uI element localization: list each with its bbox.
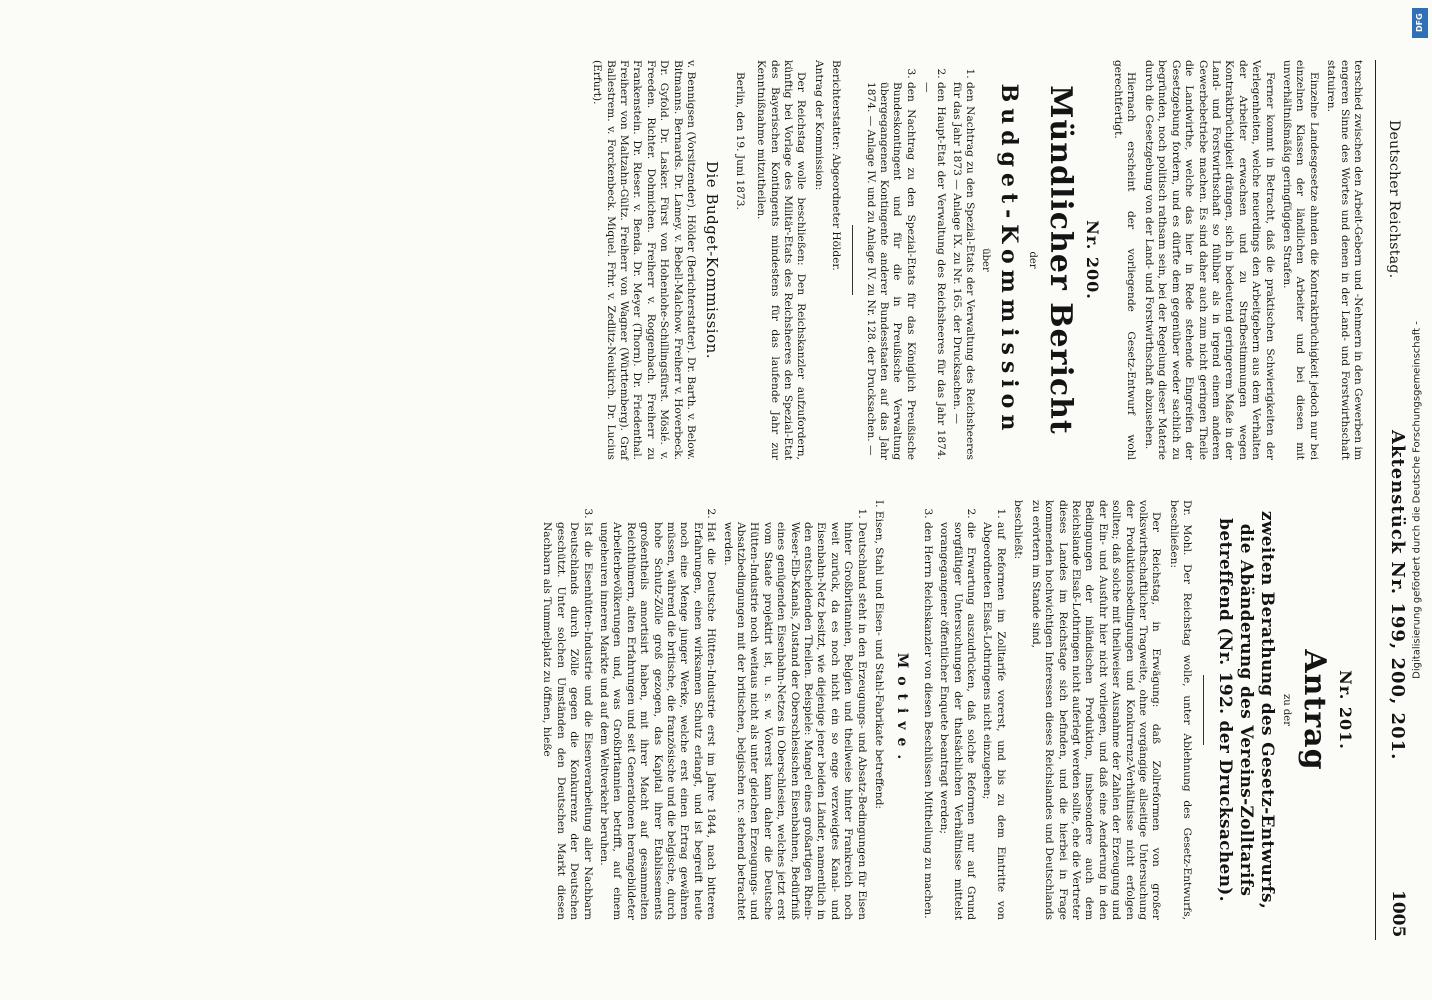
motion-subject: zweiten Berathung des Gesetz-Entwurfs, die Abänderung des Vereins-Zolltarifs betreffend (Nr. 192. der Drucksachen). (1215, 510, 1278, 910)
connector-text: der (1027, 251, 1039, 269)
list-item: 1. den Nachtrag zu den Spezial-Etats der Verwaltung des Reichsheeres für das Jahr 1873 — Anlage IX. zu Nr. 165. der Drucksachen. — (950, 82, 977, 460)
commission-name: Budget-Kommission (995, 83, 1022, 437)
digitization-text: Digitalisierung gefördert durch die Deutsche Forschungsgemeinschaft - (1411, 321, 1423, 679)
section-heading: Motive. (894, 652, 911, 768)
mover-text: Der Reichstag, in Erwägung: daß Zollreformen von großer volkswirthschaftlicher Tragweite, ohne vorgängige allseitige Untersuchung der Produktionsbedingungen und Konkurrenz-Verhältnisse nicht erfolgen sollten; daß solche mit theilweiser Ausnahme der Zahlen der Erzeugung und der Ein- und Ausfuhr hier nicht vorliegen, und daß eine Aenderung in den Bedingungen der inländischen Produktion, insbesondere auch dem Reichslande Elsaß-Lothringen nicht auferlegt werden sollte, ehe die Vertreter dieses Landes im Reichstage sich befinden, und die hierbei in Frage kommenden hochwichtigen Interessen dieses Reichslandes und Deutschlands zu erörtern im Stande sind, (1029, 500, 1163, 920)
running-header-center: Aktenstück Nr. 199, 200, 201. (1387, 430, 1408, 761)
list-item: 2. den Haupt-Etat der Verwaltung des Reichsheeres für das Jahr 1874. — (920, 82, 947, 460)
commission-signature-title: Die Budget-Kommission. (703, 160, 722, 360)
section-title: I. Eisen, Stahl und Eisen- und Stahl-Fabrikate betreffend: (873, 500, 886, 809)
resolution-items (920, 500, 1006, 920)
running-header-left: Deutscher Reichstag. (1386, 120, 1402, 279)
report-items (863, 60, 976, 460)
paragraph: Ferner kommt in Betracht, daß die praktischen Schwierigkeiten der Verlegenheiten, welche neuerdings den Arbeitgebern aus dem Verhalten der Arbeiter erwachsen und zu Strafbestimmungen wegen Kontraktbrüchigkeit drängen, sich in bedeutend geringerem Maße in der Land- und Forstwirthschaft so fühlbar als in irgend einem anderen Gewerbebetriebe machen. Es sind daher auch zum nicht geringen Theile die Landwirthe, welche das hier in Rede stehende Eingreifen der Gesetzgebung fordern, und es dürfte dem gegenüber weder sachlich zu begründen, noch politisch rathsam sein, bei der Regelung dieser Materie durch die Gesetzgebung von der Land- und Forstwirthschaft abzusehen. (1142, 60, 1276, 460)
paragraph: Einzelne Landesgesetze ahnden die Kontraktbrüchigkeit jedoch nur bei einzelnen Klassen der ländlichen Arbeiter und bei diesen mit unverhältnißmäßig geringfügigen Strafen. (1280, 60, 1320, 460)
list-item: 1. Deutschland steht in den Erzeugungs- und Absatz-Bedingungen für Eisen hinter Großbritannien, Belgien und theilweise hinter Frankreich noch weit zurück, da es noch nicht ein so enge verzweigtes Kanal- und Eisenbahn-Netz besitzt, wie diejenige jener beiden Länder, namentlich in den entscheidenden Theilen. Beispiele: Mangel eines großartigen Rhein-Weser-Elb-Kanals, Zustand der Oberschlesischen Eisenbahnen, Bedürfniß eines genügenden Eisenbahn-Netzes in Oberschlesien, welches jetzt erst vom Staate projektirt ist, u. s. w. Vorerst kann daher die Deutsche Hütten-Industrie noch weitaus nicht als unter gleichen Erzeugungs- und Absatzbedingungen mit der britischen, belgischen rc. stehend betrachtet werden. (720, 522, 867, 920)
connector-text: über (979, 248, 991, 272)
divider (852, 225, 853, 295)
list-item: 1. auf Reformen im Zolltarife vorerst, und bis zu dem Eintritte von Abgeordneten Elsaß-Lothringens nicht einzugehen; (980, 522, 1007, 920)
document-title: Mündlicher Bericht (1043, 85, 1079, 435)
continuation-paragraph: terschied zwischen den Arbeit-Gebern und -Nehmern in den Gewerben im engeren Sinne des Wortes und denen in der Land- und Forstwirthschaft statuiren. (1325, 60, 1364, 460)
document-title: Antrag (1296, 649, 1332, 771)
member-list: v. Bennigsen (Vorsitzender). Hölder (Berichterstatter). Dr. Barth. v. Below. Bitmanns. Bernards. Dr. Lamey. v. Bebell-Malchow. Freiherr v. Hoverbeck. Dr. Gyfold. Dr. Lasker. Fürst von Hohenlohe-Schillingsfürst. Möslé. v. Freeden. Richter. Dohmichen. Freiherr v. Roggenbach. Freiherr zu Frankenstein. Dr. Rieser. v. Benda. Dr. Meyer (Thorn). Dr. Friedenthal. Freiherr von Maltzahn-Gültz. Freiherr von Wagner (Württemberg). Graf Ballestrem. v. Forckenbeck. Miquel. Frhr. v. Zedlitz-Neukirch. Dr. Lucius (Erfurt). (591, 60, 697, 460)
connector-text: zu der (1280, 694, 1292, 726)
reason-items (540, 500, 868, 920)
left-column (586, 60, 1364, 460)
list-item: 3. Ist die Eisenhütten-Industrie und die Eisenverarbeitung aller Nachbarn Deutschlands durch Zölle gegen die Konkurrenz der Deutschen geschützt. Unter solchen Umständen den Deutschen Markt diesen Nachbarn als Tummelplatz zu öffnen, hieße (540, 522, 594, 920)
mover-intro: Dr. Mohl. Der Reichstag wolle, unter Ablehnung des Gesetz-Entwurfs, beschließen: (1167, 500, 1194, 920)
resolution-label: beschließt: (1012, 500, 1025, 560)
motion-text: Der Reichstag wolle beschließen: Den Reichskanzler aufzufordern, künftig bei Vorlage des Militär-Etats des Reichsheeres den Spezial-Etat des Bayerischen Kontingents mindestens für das laufende Jahr zur Kenntnißnahme mitzutheilen. (755, 60, 808, 460)
place-date: Berlin, den 19. Juni 1873. (733, 72, 746, 210)
list-item: 3. den Nachtrag zu den Spezial-Etats für das Königlich Preußische Bundeskontingent und für die in Preußische Verwaltung übergegangenen Kontingente anderer Bundesstaaten auf das Jahr 1874. — Anlage IV. und zu Anlage IV. zu Nr. 128. der Drucksachen. — (863, 82, 917, 460)
list-item: 2. die Erwartung auszudrücken, daß solche Reformen nur auf Grund sorgfältiger Untersuchungen der thatsächlichen Verhältnisse mittelst vorangegangener öffentlicher Enquete beantragt werden; (937, 522, 977, 920)
page-number: 1005 (1388, 890, 1408, 938)
right-column (534, 500, 1364, 920)
dfg-logo: DFG (1412, 8, 1428, 38)
paragraph: Hiernach erscheint der vorliegende Gesetz-Entwurf wohl gerechtfertigt. (1112, 60, 1138, 460)
list-item: 3. den Herrn Reichskanzler von diesen Beschlüssen Mittheilung zu machen. (920, 522, 933, 920)
divider (1203, 675, 1204, 745)
motion-label: Antrag der Kommission: (812, 60, 825, 191)
document-number: Nr. 201. (1336, 670, 1355, 750)
list-item: 2. Hat die Deutsche Hütten-Industrie erst im Jahre 1844, nach bitteren Erfahrungen, einen wirksamen Schutz erlangt, und ist begreift heute noch eine Menge junger Werke, welche erst einen Ertrag gewähren müssen, während die britische, die französische und die belgische, durch hohe Schutz-Zölle groß gezogen, das Kapital ihrer Etablissements großentheils amortisirt haben, mit ihrer Macht auf gesammelten Reichthümern, alten Erfahrungen und seit Generationen herangebildeter Arbeiterbevölkerungen und, was Großbritannien betrifft, auf einem ungeheuren inneren Markte und auf dem Weltverkehr beruhen. (597, 522, 718, 920)
rapporteur: Berichterstatter: Abgeordneter Hölder. (830, 60, 843, 271)
header-rule (1375, 60, 1376, 940)
digitization-note (1407, 10, 1427, 990)
document-number: Nr. 200. (1082, 220, 1102, 300)
